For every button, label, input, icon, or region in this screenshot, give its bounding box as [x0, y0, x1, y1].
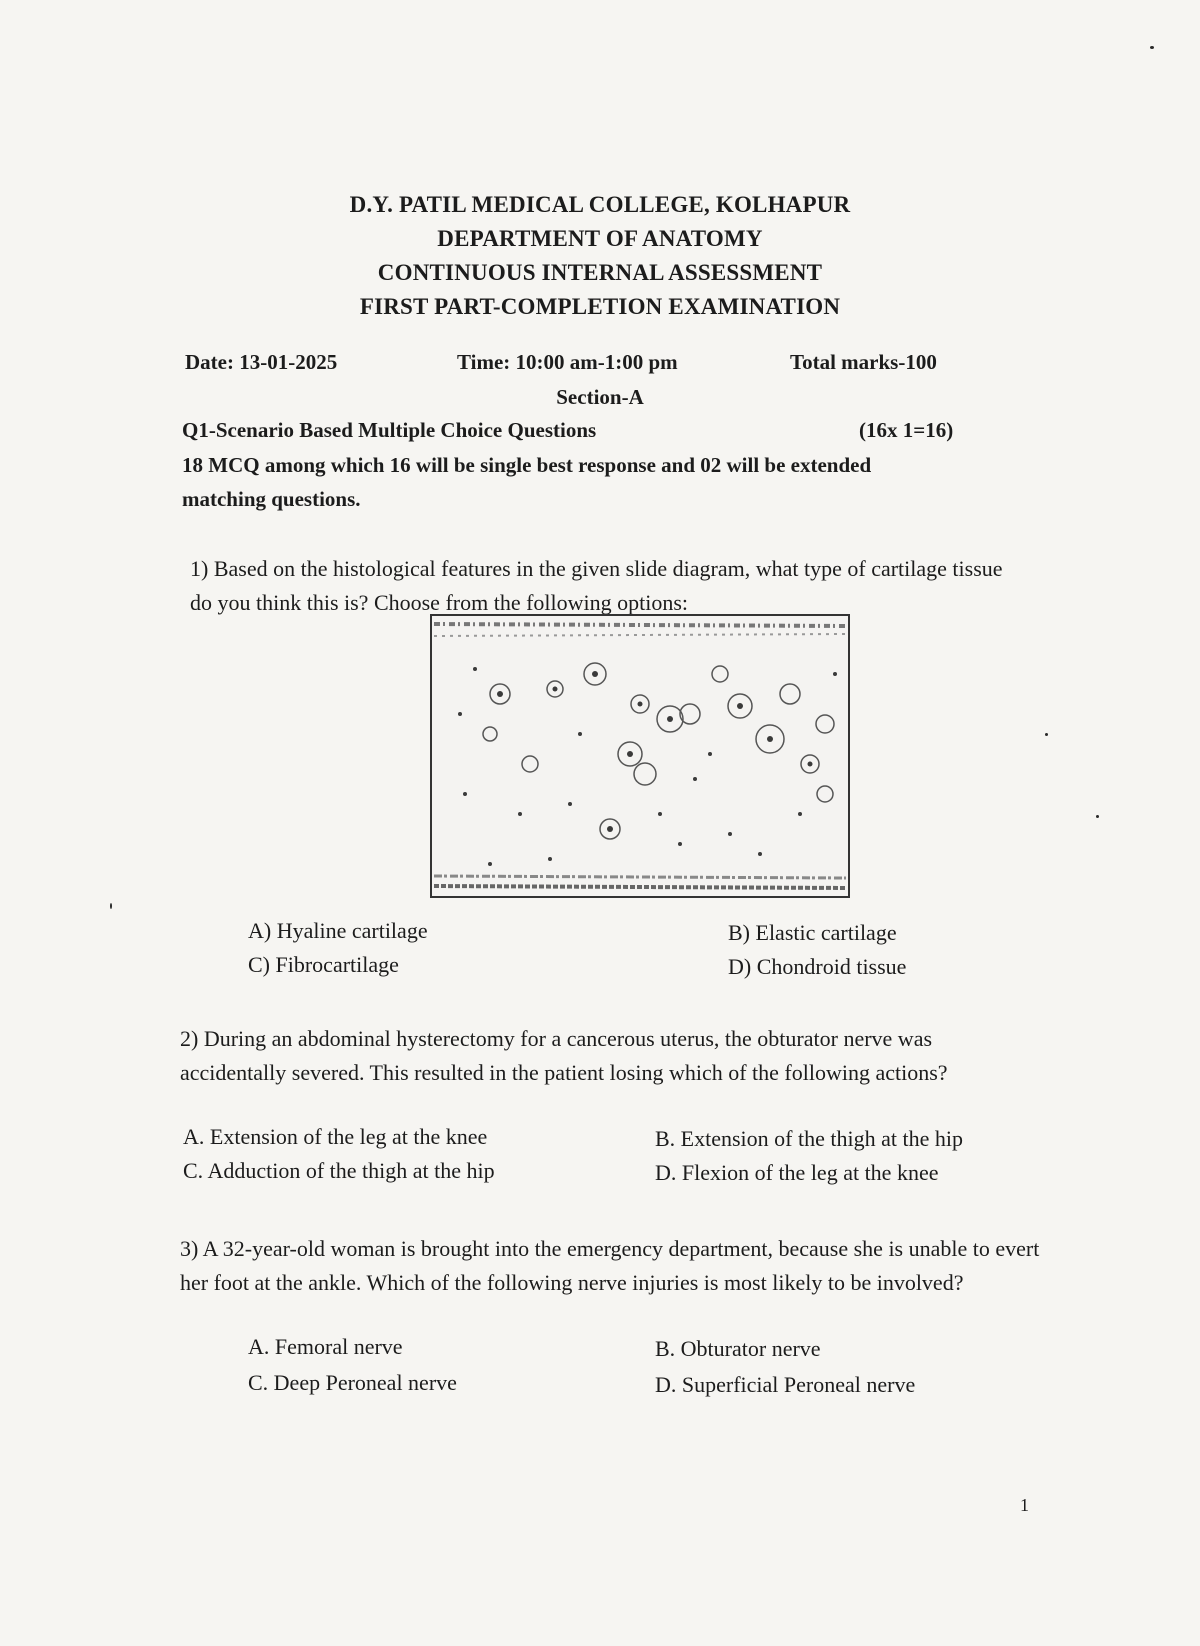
assessment-name: CONTINUOUS INTERNAL ASSESSMENT — [377, 260, 823, 285]
q1-title: Q1-Scenario Based Multiple Choice Questions — [182, 418, 597, 442]
q1-option-b: B) Elastic cartilage — [728, 920, 897, 945]
q2-option-d: D. Flexion of the leg at the knee — [655, 1160, 939, 1185]
scan-speck — [1096, 815, 1099, 818]
q3-option-b: B. Obturator nerve — [655, 1336, 821, 1361]
department-name: DEPARTMENT OF ANATOMY — [437, 226, 763, 251]
q2-option-b: B. Extension of the thigh at the hip — [655, 1126, 963, 1151]
q1-option-c: C) Fibrocartilage — [248, 952, 399, 977]
section-title: Section-A — [556, 385, 644, 409]
scan-speck — [110, 903, 112, 909]
q1-instructions: 18 MCQ among which 16 will be single best response and 02 will be extended matching questions. — [182, 453, 872, 511]
q2-option-a: A. Extension of the leg at the knee — [183, 1124, 488, 1149]
scan-speck — [1045, 733, 1048, 736]
q2-option-c: C. Adduction of the thigh at the hip — [183, 1158, 495, 1183]
q1-heading — [182, 418, 982, 443]
exam-name: FIRST PART-COMPLETION EXAMINATION — [359, 294, 841, 319]
q3-option-d: D. Superficial Peroneal nerve — [655, 1372, 916, 1397]
college-name: D.Y. PATIL MEDICAL COLLEGE, KOLHAPUR — [349, 192, 851, 217]
q3-option-c: C. Deep Peroneal nerve — [248, 1370, 457, 1395]
exam-header — [300, 188, 900, 324]
cartilage-slide-diagram — [430, 614, 850, 898]
q1-marks: (16x 1=16) — [859, 418, 954, 442]
question-3-text: 3) A 32-year-old woman is brought into the emergency department, because she is unable to evert her foot at the ankle. Which of the following nerve injuries is most likely to be involved? — [180, 1236, 1040, 1295]
page-number: 1 — [1020, 1495, 1029, 1515]
question-1-text — [190, 552, 1010, 620]
total-marks: Total marks-100 — [790, 350, 937, 374]
question-1-text-content: 1) Based on the histological features in the given slide diagram, what type of cartilage tissue do you think this is? Choose from the following options: — [190, 556, 1003, 615]
scan-speck — [1150, 46, 1154, 49]
q1-option-a: A) Hyaline cartilage — [248, 918, 428, 943]
q3-option-a: A. Femoral nerve — [248, 1334, 403, 1359]
question-2-text: 2) During an abdominal hysterectomy for a cancerous uterus, the obturator nerve was accidentally severed. This resulted in the patient losing which of the following actions? — [180, 1026, 948, 1085]
exam-date: Date: 13-01-2025 — [185, 350, 338, 374]
exam-time: Time: 10:00 am-1:00 pm — [457, 350, 678, 374]
q1-option-d: D) Chondroid tissue — [728, 954, 907, 979]
